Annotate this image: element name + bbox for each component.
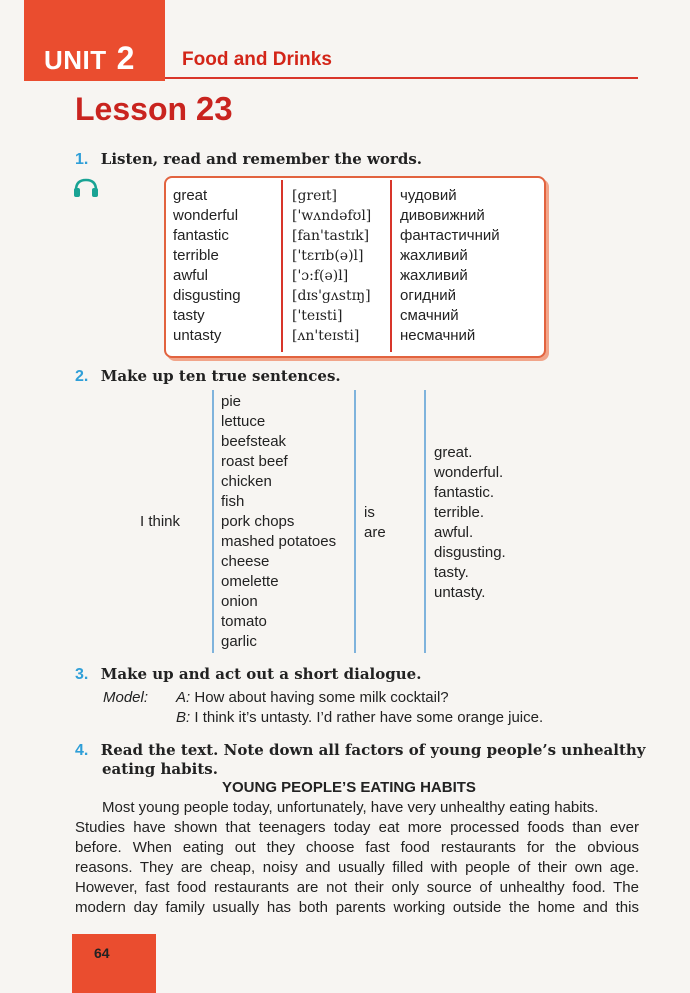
- exercise-4-instruction: Read the text. Note down all factors of young people’s unhealthy: [100, 741, 646, 759]
- exercise-2-heading: [75, 367, 341, 386]
- exercise-1-number: 1.: [75, 151, 89, 168]
- food-item: omelette: [221, 573, 279, 590]
- speaker-b: B:: [176, 709, 191, 726]
- adjective-item: great.: [434, 444, 473, 461]
- vocab-transcription: [ʌn'teɪsti]: [292, 328, 360, 344]
- vocab-transcription: [dɪs'gʌstɪŋ]: [292, 288, 371, 304]
- speaker-a: A:: [176, 689, 191, 706]
- food-item: pork chops: [221, 513, 295, 530]
- exercise-1-heading: [75, 150, 422, 169]
- food-item: beefsteak: [221, 433, 287, 450]
- page-number: 64: [94, 945, 110, 961]
- verb-item: is: [364, 504, 375, 521]
- text-line: Most young people today, unfortunately, have very unhealthy eating habits.: [102, 799, 599, 816]
- vocab-word: tasty: [173, 307, 205, 324]
- dialogue-line-a: [176, 689, 449, 706]
- vocab-words: [173, 186, 241, 346]
- text-line: before. When eating out they choose fast food restaurants for the obvious: [75, 839, 639, 856]
- adjective-item: disgusting.: [434, 544, 506, 561]
- vocab-transcription: ['teɪsti]: [292, 308, 343, 324]
- text-line: Studies have shown that teenagers today eat more processed foods than ever: [75, 819, 639, 836]
- exercise-4-heading: [75, 741, 646, 760]
- food-item: pie: [221, 393, 242, 410]
- table-divider: [354, 390, 356, 653]
- exercise-4-instruction-cont: eating habits.: [102, 760, 218, 778]
- exercise-4-number: 4.: [75, 742, 89, 759]
- exercise-2-instruction: Make up ten true sentences.: [100, 367, 341, 385]
- vocab-divider: [281, 180, 283, 352]
- exercise-3-instruction: Make up and act out a short dialogue.: [100, 665, 422, 683]
- vocab-word: untasty: [173, 327, 222, 344]
- food-item: cheese: [221, 553, 270, 570]
- line-b-text: I think it’s untasty. I’d rather have some orange juice.: [190, 709, 544, 726]
- line-a-text: How about having some milk cocktail?: [190, 689, 449, 706]
- food-item: lettuce: [221, 413, 266, 430]
- food-list: [221, 392, 336, 652]
- dialogue-line-b: [176, 709, 543, 726]
- food-item: roast beef: [221, 453, 288, 470]
- lesson-title: Lesson 23: [75, 90, 233, 127]
- vocab-translation: огидний: [400, 287, 456, 304]
- unit-title: Food and Drinks: [182, 49, 332, 70]
- adjective-item: awful.: [434, 524, 474, 541]
- model-label: Model:: [103, 689, 149, 706]
- verb-item: are: [364, 524, 386, 541]
- vocab-word: terrible: [173, 247, 219, 264]
- vocab-word: disgusting: [173, 287, 241, 304]
- headphones-icon[interactable]: [73, 178, 99, 203]
- vocab-translation: дивовижний: [400, 207, 485, 224]
- vocab-transcription: [greɪt]: [292, 188, 337, 204]
- text-line: modern day family usually has both parents working outside the home and this: [75, 899, 639, 916]
- exercise-1-instruction: Listen, read and remember the words.: [100, 150, 422, 168]
- vocab-translation: несмачний: [400, 327, 476, 344]
- vocab-translations: [400, 186, 500, 346]
- vocab-transcription: [fan'tastɪk]: [292, 228, 370, 244]
- vocab-translation: смачний: [400, 307, 459, 324]
- adjective-item: tasty.: [434, 564, 469, 581]
- vocab-divider: [390, 180, 392, 352]
- vocab-translation: жахливий: [400, 247, 468, 264]
- food-item: tomato: [221, 613, 267, 630]
- table-divider: [212, 390, 214, 653]
- vocab-word: great: [173, 187, 208, 204]
- vocab-translation: жахливий: [400, 267, 468, 284]
- header-rule: [165, 77, 638, 79]
- exercise-3-heading: [75, 665, 421, 684]
- text-line: reasons. They are cheap, noisy and usually filled with people of their own age.: [75, 859, 639, 876]
- vocab-word: wonderful: [173, 207, 239, 224]
- exercise-2-number: 2.: [75, 368, 89, 385]
- vocab-word: fantastic: [173, 227, 229, 244]
- adjective-item: fantastic.: [434, 484, 495, 501]
- lesson-number: 23: [195, 90, 233, 127]
- vocab-transcription: ['wʌndəfʊl]: [292, 208, 372, 224]
- vocab-translation: фантастичний: [400, 227, 500, 244]
- table-divider: [424, 390, 426, 653]
- unit-label: UNIT 2: [44, 40, 135, 76]
- verb-list: [364, 503, 386, 543]
- unit-number: 2: [116, 40, 135, 76]
- reading-text: [75, 798, 639, 918]
- text-line: However, fast food restaurants are not their only source of unhealthy food. The: [75, 879, 639, 896]
- vocab-translation: чудовий: [400, 187, 457, 204]
- food-item: chicken: [221, 473, 272, 490]
- page-number-box: [72, 934, 156, 993]
- vocab-transcription: ['tɛrɪb(ə)l]: [292, 248, 364, 264]
- food-item: fish: [221, 493, 245, 510]
- food-item: mashed potatoes: [221, 533, 337, 550]
- subject-cell: I think: [140, 513, 181, 530]
- exercise-3-number: 3.: [75, 666, 89, 683]
- adjective-item: wonderful.: [434, 464, 504, 481]
- vocab-transcription: ['ɔ:f(ə)l]: [292, 268, 349, 284]
- vocab-word: awful: [173, 267, 209, 284]
- adjective-list: [434, 443, 506, 603]
- food-item: garlic: [221, 633, 257, 650]
- adjective-item: terrible.: [434, 504, 485, 521]
- vocab-transcriptions: [292, 186, 371, 346]
- text-title: YOUNG PEOPLE’S EATING HABITS: [222, 779, 476, 796]
- food-item: onion: [221, 593, 258, 610]
- adjective-item: untasty.: [434, 584, 486, 601]
